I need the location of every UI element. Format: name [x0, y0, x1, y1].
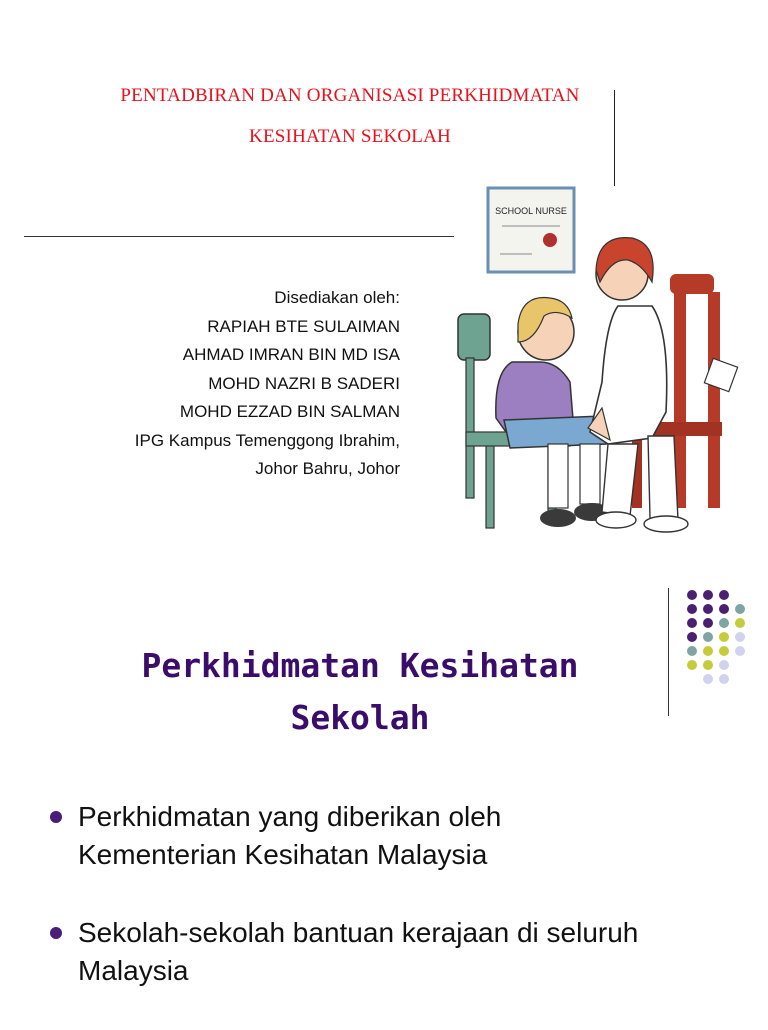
decorative-dot [703, 660, 713, 670]
decorative-dot [703, 632, 713, 642]
decorative-dot [735, 632, 745, 642]
decorative-dot [735, 604, 745, 614]
decorative-dot [687, 604, 697, 614]
bullet-dot-icon [50, 811, 62, 823]
bullet-text-line: Sekolah-sekolah bantuan kerajaan di seluruh [78, 917, 639, 948]
decorative-dot [703, 590, 713, 600]
decorative-dot [703, 604, 713, 614]
decorative-dot [687, 632, 697, 642]
decorative-dot [719, 590, 729, 600]
decorative-dot [687, 660, 697, 670]
decorative-dot [687, 590, 697, 600]
credits-author-4: MOHD EZZAD BIN SALMAN [179, 402, 400, 421]
decorative-dot [719, 660, 729, 670]
nurse-child-illustration [452, 182, 744, 550]
bullet-text-line: Kementerian Kesihatan Malaysia [78, 839, 488, 870]
bullet-text-line: Malaysia [78, 955, 189, 986]
decorative-dot [735, 618, 745, 628]
decorative-dot [719, 618, 729, 628]
bullet-dot-icon [50, 927, 62, 939]
credits-author-3: MOHD NAZRI B SADERI [208, 373, 400, 393]
slide-title-line-2: KESIHATAN SEKOLAH [249, 126, 451, 147]
credits-author-1: RAPIAH BTE SULAIMAN [207, 316, 400, 336]
decorative-dot [687, 618, 697, 628]
decorative-dot [735, 646, 745, 656]
slide-heading-line-1: Perkhidmatan Kesihatan [141, 646, 579, 685]
decorative-dot [719, 604, 729, 614]
credits-prepared-by: Disediakan oleh: [274, 288, 400, 307]
school-nurse-sign [488, 188, 574, 272]
credits-location: Johor Bahru, Johor [255, 459, 400, 478]
decorative-dot [703, 618, 713, 628]
credits-author-2: AHMAD IMRAN BIN MD ISA [182, 345, 400, 364]
slide-title-line-1: PENTADBIRAN DAN ORGANISASI PERKHIDMATAN [120, 85, 580, 106]
bullet-text-line: Perkhidmatan yang diberikan oleh [78, 801, 502, 832]
bullet-item [48, 914, 748, 990]
decorative-dot [719, 646, 729, 656]
decorative-dot [687, 646, 697, 656]
decorative-dot [703, 646, 713, 656]
credits-block [135, 284, 400, 484]
decorative-dot-grid [683, 590, 755, 698]
decorative-dot [703, 674, 713, 684]
decorative-horizontal-line [24, 236, 454, 237]
credits-institution: IPG Kampus Temenggong Ibrahim, [134, 430, 400, 450]
slide-heading-line-2: Sekolah [290, 698, 430, 737]
decorative-vertical-line [614, 90, 615, 186]
sign-text: SCHOOL NURSE [495, 206, 567, 216]
bullet-item [48, 798, 748, 874]
slide-heading [60, 640, 660, 744]
decorative-dot [719, 632, 729, 642]
child-figure [496, 298, 610, 527]
bullet-list [48, 798, 748, 1030]
decorative-dot [719, 674, 729, 684]
decorative-vertical-line-2 [668, 588, 669, 716]
